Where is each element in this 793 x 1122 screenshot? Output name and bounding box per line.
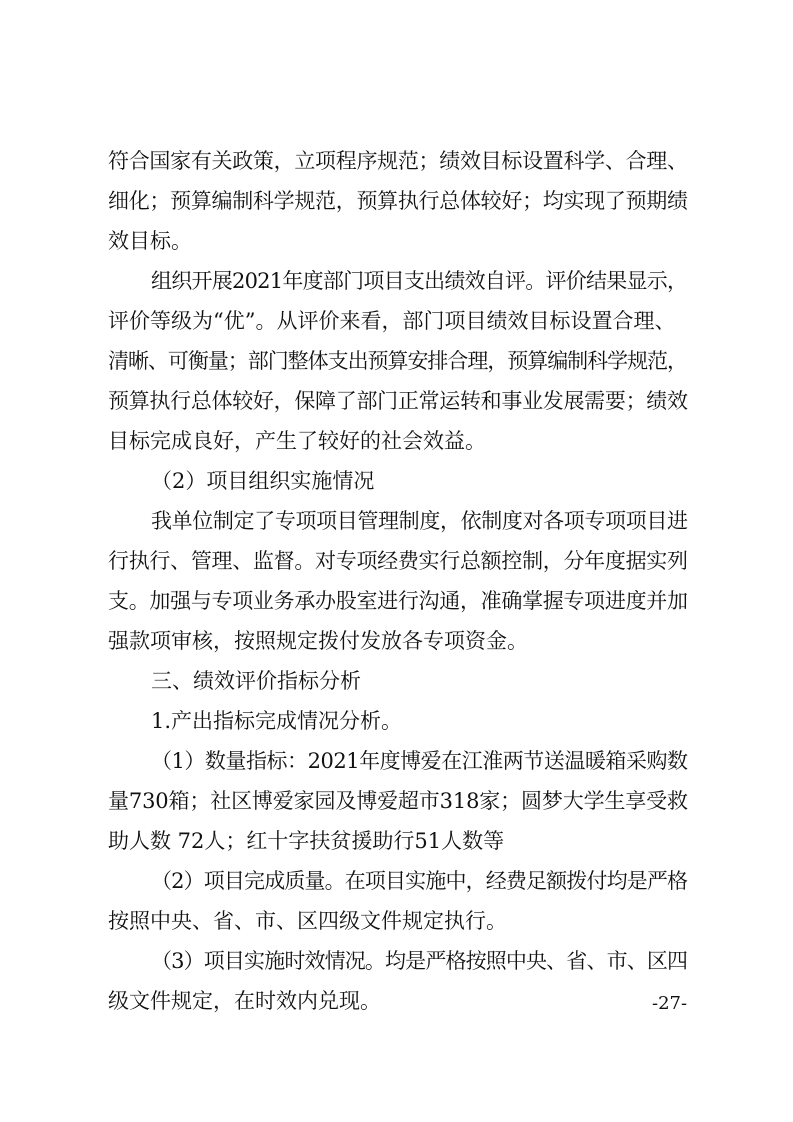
page-number: -27- [652, 993, 688, 1014]
document-page: 符合国家有关政策，立项程序规范；绩效目标设置科学、合理、 细化；预算编制科学规范，预算执行总体较好；均实现了预期绩 效目标。 组织开展2021年度部门项目支出绩效自评。评价结果显示， 评价等级为“优”。从评价来看，部门项目绩效目标设置合理、 清晰、可衡量；部门整体支出预算安排合理，预算编制科学规范， 预算执行总体较好，保障了部门正常运转和事业发展需要；绩效 目标完成良好，产生了较好的社会效益。 （2）项目组织实施情况 我单位制定了专项项目管理制度，依制度对各项专项项目进 行执行、管理、监督。对专项经费实行总额控制，分年度据实列 支。加强与专项业务承办股室进行沟通，准确掌握专项进度并加 强款项审核，按照规定拨付发放各专项资金。 三、绩效评价指标分析 1.产出指标完成情况分析。 （1）数量指标：2021年度博爱在江淮两节送温暖箱采购数 量730箱；社区博爱家园及博爱超市318家；圆梦大学生享受救 助人数 72人；红十字扶贫援助行51人数等 （2）项目完成质量。在项目实施中，经费足额拨付均是严格 按照中央、省、市、区四级文件规定执行。 （3）项目实施时效情况。均是严格按照中央、省、市、区四 级文件规定，在时效内兑现。 -27- [108, 149, 688, 1014]
